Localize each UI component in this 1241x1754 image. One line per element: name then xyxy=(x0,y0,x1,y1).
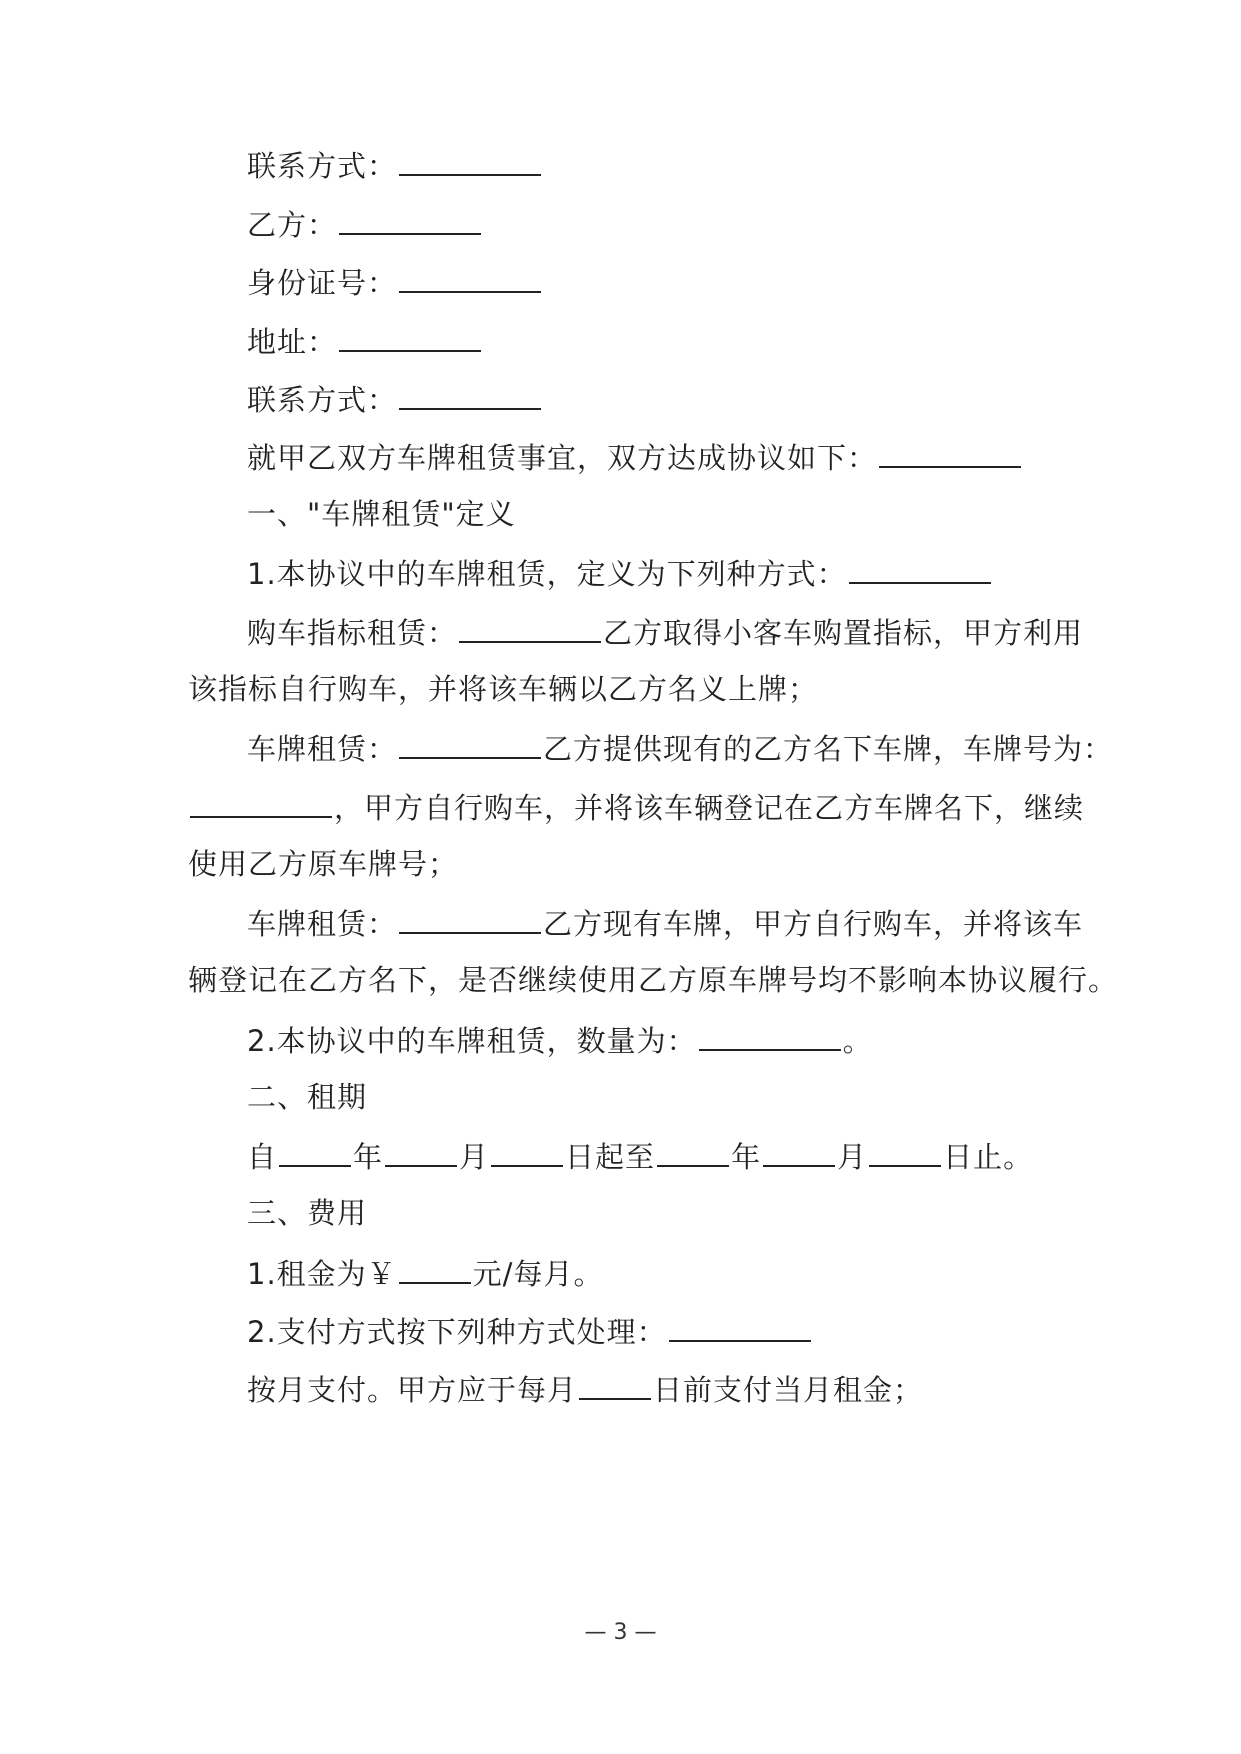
blank-field[interactable] xyxy=(399,1254,471,1284)
contact-line-2: 联系方式： xyxy=(247,380,1147,418)
blank-field[interactable] xyxy=(190,788,332,818)
address-line: 地址： xyxy=(247,322,1147,360)
blank-field[interactable] xyxy=(849,554,991,584)
section-1-heading: 一、"车牌租赁"定义 xyxy=(247,497,516,531)
blank-field[interactable] xyxy=(399,904,541,934)
blank-field[interactable] xyxy=(763,1137,835,1167)
blank-field[interactable] xyxy=(459,613,601,643)
blank-field[interactable] xyxy=(339,205,481,235)
clause-plate-lease-b: 车牌租赁： 乙方现有车牌，甲方自行购车，并将该车 xyxy=(247,904,1147,942)
monthly-payment-line: 按月支付。甲方应于每月 日前支付当月租金； xyxy=(247,1370,1147,1408)
clause-purchase-quota: 购车指标租赁： 乙方取得小客车购置指标，甲方利用 xyxy=(247,613,1147,651)
section-2-heading: 二、租期 xyxy=(247,1080,368,1114)
blank-field[interactable] xyxy=(699,1021,841,1051)
blank-field[interactable] xyxy=(399,729,541,759)
blank-field[interactable] xyxy=(385,1137,457,1167)
page-number: — 3 — xyxy=(584,1620,657,1645)
blank-field[interactable] xyxy=(279,1137,351,1167)
blank-field[interactable] xyxy=(869,1137,941,1167)
blank-field[interactable] xyxy=(399,146,541,176)
clause-purchase-quota-cont: 该指标自行购车，并将该车辆以乙方名义上牌； xyxy=(188,672,819,706)
contact-line-1: 联系方式： xyxy=(247,146,1147,184)
blank-field[interactable] xyxy=(339,322,481,352)
clause-plate-lease-a-cont2: 使用乙方原车牌号； xyxy=(188,847,459,881)
clause-plate-lease-b-cont: 辆登记在乙方名下，是否继续使用乙方原车牌号均不影响本协议履行。 xyxy=(188,963,1119,997)
party-b-line: 乙方： xyxy=(247,205,1147,243)
blank-field[interactable] xyxy=(399,263,541,293)
id-number-line: 身份证号： xyxy=(247,263,1147,301)
blank-field[interactable] xyxy=(879,438,1021,468)
blank-field[interactable] xyxy=(579,1370,651,1400)
clause-plate-lease-a: 车牌租赁： 乙方提供现有的乙方名下车牌，车牌号为： xyxy=(247,729,1147,767)
rent-amount-line: 1.租金为￥ 元/每月。 xyxy=(247,1254,1147,1292)
blank-field[interactable] xyxy=(669,1312,811,1342)
blank-field[interactable] xyxy=(657,1137,729,1167)
clause-plate-lease-a-cont: ，甲方自行购车，并将该车辆登记在乙方车牌名下，继续 xyxy=(188,788,1088,826)
lease-term-line: 自 年 月 日起至 年 月 日止。 xyxy=(247,1137,1147,1175)
blank-field[interactable] xyxy=(491,1137,563,1167)
clause-1-2: 2.本协议中的车牌租赁，数量为： 。 xyxy=(247,1021,1147,1059)
agreement-intro: 就甲乙双方车牌租赁事宜，双方达成协议如下： xyxy=(247,438,1147,476)
section-3-heading: 三、费用 xyxy=(247,1196,368,1230)
blank-field[interactable] xyxy=(399,380,541,410)
payment-method-line: 2.支付方式按下列种方式处理： xyxy=(247,1312,1147,1350)
clause-1-1: 1.本协议中的车牌租赁，定义为下列种方式： xyxy=(247,554,1147,592)
